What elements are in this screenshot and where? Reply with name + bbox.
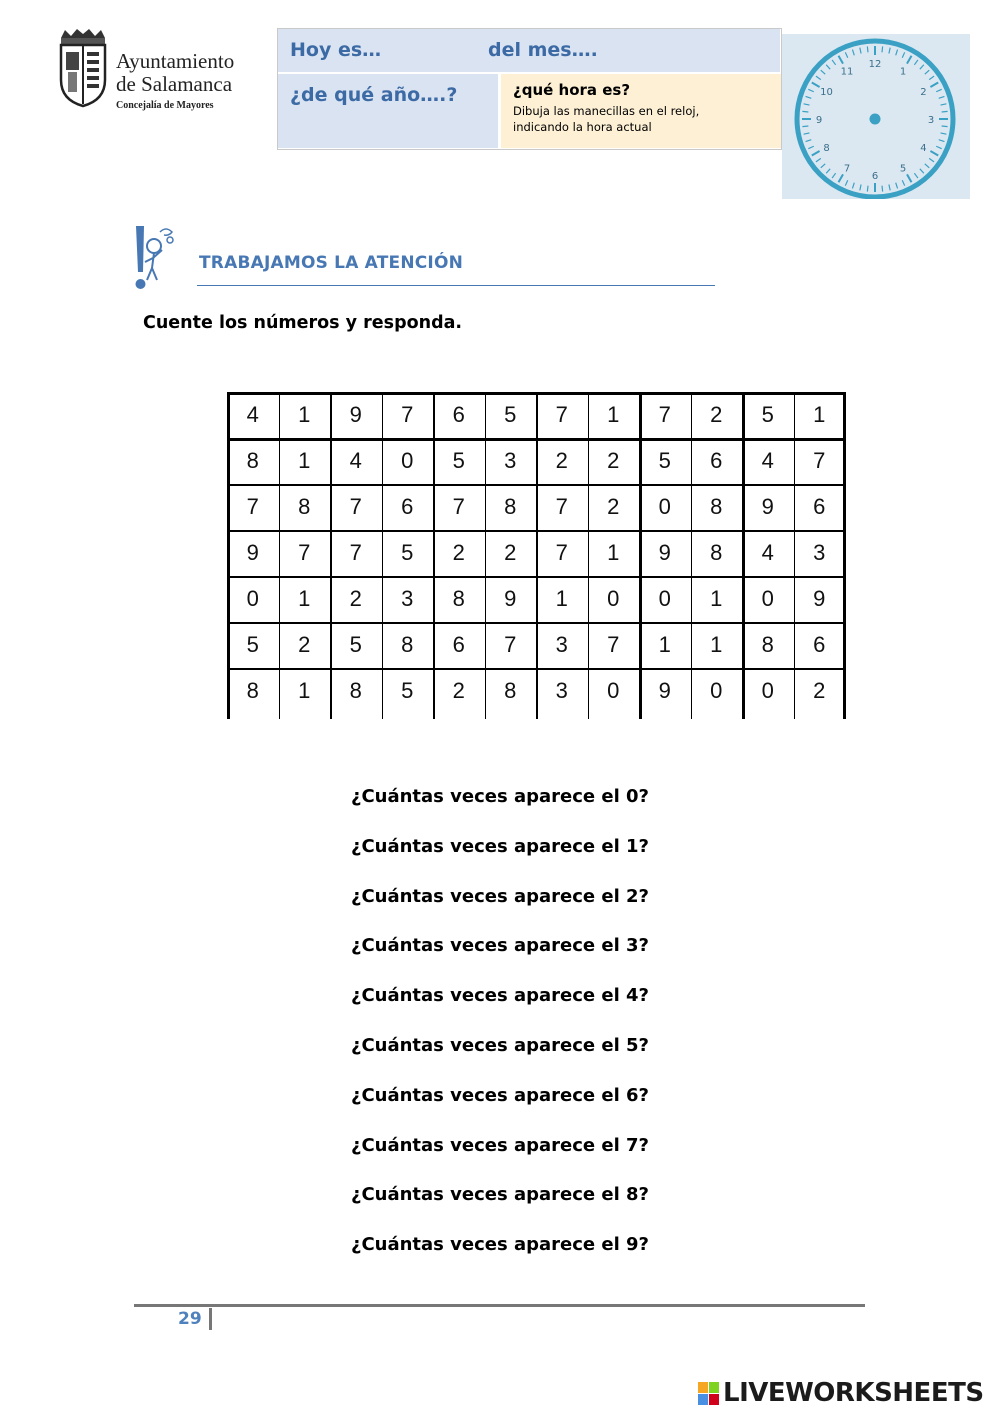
grid-cell: 8	[452, 586, 465, 611]
grid-line	[691, 392, 693, 719]
grid-line	[227, 392, 846, 395]
grid-cell: 7	[349, 494, 362, 519]
clock-number: 6	[871, 171, 879, 182]
grid-cell: 8	[761, 632, 774, 657]
footer-divider	[134, 1304, 865, 1307]
grid-line	[227, 392, 230, 719]
clock-number: 8	[823, 143, 830, 154]
clock-number: 3	[927, 115, 935, 126]
question-item: ¿Cuántas veces aparece el 4?	[351, 985, 649, 1007]
grid-cell: 7	[555, 494, 568, 519]
clock-tick	[942, 111, 948, 112]
grid-line	[227, 438, 846, 441]
grid-cell: 2	[607, 448, 620, 473]
logo-ayuntamiento	[55, 28, 255, 118]
grid-line	[330, 392, 332, 719]
grid-cell: 4	[246, 402, 259, 427]
grid-cell: 7	[813, 448, 826, 473]
year-cell: ¿de qué año….?	[278, 74, 498, 148]
question-item: ¿Cuántas veces aparece el 1?	[351, 835, 649, 857]
grid-cell: 8	[710, 494, 723, 519]
grid-cell: 2	[452, 540, 465, 565]
grid-cell: 4	[349, 448, 362, 473]
grid-cell: 1	[298, 586, 311, 611]
grid-cell: 9	[504, 586, 517, 611]
grid-cell: 2	[452, 678, 465, 703]
grid-cell: 5	[401, 540, 414, 565]
liveworksheets-text: LIVEWORKSHEETS	[723, 1378, 984, 1408]
grid-cell: 0	[658, 494, 671, 519]
grid-cell: 1	[607, 402, 620, 427]
grid-line	[485, 392, 487, 719]
number-grid	[227, 392, 846, 719]
clock-tick	[802, 126, 808, 127]
question-item: ¿Cuántas veces aparece el 6?	[351, 1084, 649, 1106]
grid-line	[639, 392, 642, 719]
page-number-bar	[209, 1308, 212, 1330]
grid-cell: 8	[298, 494, 311, 519]
del-mes-label: del mes….	[488, 39, 598, 61]
grid-cell: 8	[246, 678, 259, 703]
grid-cell: 8	[246, 448, 259, 473]
grid-cell: 3	[813, 540, 826, 565]
clock-tick	[942, 126, 948, 127]
grid-line	[742, 392, 745, 719]
grid-line	[536, 392, 538, 719]
grid-line	[227, 530, 846, 532]
clock[interactable]	[782, 34, 970, 199]
grid-cell: 5	[761, 402, 774, 427]
grid-cell: 6	[813, 632, 826, 657]
grid-cell: 7	[555, 540, 568, 565]
grid-cell: 6	[452, 402, 465, 427]
grid-line	[433, 392, 435, 719]
grid-cell: 0	[761, 678, 774, 703]
grid-cell: 9	[761, 494, 774, 519]
clock-tick	[802, 111, 808, 112]
grid-cell: 0	[607, 678, 620, 703]
clock-tick	[882, 186, 883, 192]
logo-text	[116, 50, 234, 96]
grid-cell: 7	[298, 540, 311, 565]
clock-number: 4	[920, 143, 927, 154]
grid-cell: 6	[813, 494, 826, 519]
time-cell	[501, 74, 781, 148]
grid-cell: 0	[246, 586, 259, 611]
grid-cell: 2	[710, 402, 723, 427]
grid-cell: 0	[607, 586, 620, 611]
grid-cell: 1	[298, 678, 311, 703]
grid-cell: 5	[504, 402, 517, 427]
grid-cell: 8	[710, 540, 723, 565]
grid-cell: 8	[504, 678, 517, 703]
grid-cell: 7	[246, 494, 259, 519]
question-item: ¿Cuántas veces aparece el 0?	[351, 786, 649, 807]
grid-line	[227, 668, 846, 670]
grid-line	[588, 392, 590, 719]
grid-cell: 5	[246, 632, 259, 657]
grid-cell: 2	[298, 632, 311, 657]
grid-cell: 1	[710, 632, 723, 657]
grid-cell: 3	[504, 448, 517, 473]
page-number: 29	[178, 1309, 202, 1329]
grid-cell: 1	[298, 402, 311, 427]
clock-number: 9	[815, 115, 823, 126]
clock-number: 2	[920, 87, 927, 98]
grid-cell: 8	[349, 678, 362, 703]
coat-of-arms-icon	[55, 28, 111, 108]
grid-cell: 5	[658, 448, 671, 473]
liveworksheets-tiles-icon	[698, 1382, 720, 1406]
clock-center-dot	[870, 114, 881, 125]
grid-cell: 1	[607, 540, 620, 565]
clock-number: 10	[820, 87, 833, 98]
liveworksheets-logo	[698, 1380, 993, 1410]
grid-cell: 7	[607, 632, 620, 657]
grid-line	[227, 576, 846, 578]
logo-line-1: Ayuntamiento	[116, 49, 235, 73]
grid-cell: 2	[504, 540, 517, 565]
grid-cell: 2	[555, 448, 568, 473]
grid-cell: 9	[246, 540, 259, 565]
grid-cell: 1	[555, 586, 568, 611]
question-item: ¿Cuántas veces aparece el 2?	[351, 885, 649, 907]
instruction-text: Cuente los números y responda.	[143, 313, 463, 333]
grid-cell: 2	[813, 678, 826, 703]
grid-cell: 2	[607, 494, 620, 519]
grid-cell: 9	[658, 540, 671, 565]
grid-cell: 9	[813, 586, 826, 611]
grid-cell: 5	[349, 632, 362, 657]
grid-cell: 1	[813, 402, 826, 427]
grid-cell: 1	[298, 448, 311, 473]
grid-cell: 7	[504, 632, 517, 657]
grid-cell: 9	[349, 402, 362, 427]
grid-cell: 0	[710, 678, 723, 703]
question-item: ¿Cuántas veces aparece el 3?	[351, 935, 649, 957]
grid-cell: 3	[555, 632, 568, 657]
hora-instruction: Dibuja las manecillas en el reloj, indicando la hora actual	[513, 104, 700, 134]
grid-cell: 1	[658, 632, 671, 657]
grid-cell: 0	[658, 586, 671, 611]
clock-number: 1	[899, 66, 907, 78]
grid-cell: 4	[761, 448, 774, 473]
date-header-table	[277, 28, 782, 150]
grid-line	[794, 392, 796, 719]
clock-tick	[867, 186, 868, 192]
clock-tick	[882, 46, 883, 52]
logo-line-2: de Salamanca	[116, 72, 233, 96]
exclamation-character-icon	[130, 222, 185, 294]
clock-tick	[867, 46, 868, 52]
section-divider	[197, 285, 715, 286]
hoy-es-label: Hoy es…	[290, 39, 382, 61]
grid-cell: 6	[452, 632, 465, 657]
grid-cell: 9	[658, 678, 671, 703]
grid-cell: 0	[401, 448, 414, 473]
clock-face[interactable]	[782, 34, 970, 199]
clock-number: 5	[899, 163, 907, 175]
grid-cell: 5	[401, 678, 414, 703]
clock-number: 7	[843, 163, 851, 175]
grid-cell: 0	[761, 586, 774, 611]
section-title: TRABAJAMOS LA ATENCIÓN	[199, 253, 464, 273]
grid-cell: 4	[761, 540, 774, 565]
question-item: ¿Cuántas veces aparece el 5?	[351, 1035, 649, 1056]
grid-cell: 6	[401, 494, 414, 519]
grid-cell: 1	[710, 586, 723, 611]
que-hora-label: ¿qué hora es?	[513, 81, 631, 99]
grid-line	[227, 484, 846, 486]
grid-cell: 3	[401, 586, 414, 611]
grid-cell: 7	[349, 540, 362, 565]
logo-line-3: Concejalía de Mayores	[116, 100, 214, 111]
grid-cell: 7	[452, 494, 465, 519]
grid-cell: 7	[401, 402, 414, 427]
clock-number: 11	[840, 66, 854, 78]
grid-line	[843, 392, 846, 719]
question-item: ¿Cuántas veces aparece el 9?	[351, 1234, 649, 1256]
grid-cell: 7	[658, 402, 671, 427]
clock-number: 12	[868, 59, 882, 70]
date-row	[278, 29, 780, 72]
grid-cell: 3	[555, 678, 568, 703]
grid-cell: 2	[349, 586, 362, 611]
question-item: ¿Cuántas veces aparece el 8?	[351, 1184, 649, 1206]
grid-line	[279, 392, 281, 719]
grid-cell: 8	[504, 494, 517, 519]
question-item: ¿Cuántas veces aparece el 7?	[351, 1134, 649, 1156]
grid-cell: 8	[401, 632, 414, 657]
grid-line	[227, 622, 846, 624]
grid-cell: 5	[452, 448, 465, 473]
grid-cell: 6	[710, 448, 723, 473]
grid-line	[382, 392, 384, 719]
grid-cell: 7	[555, 402, 568, 427]
